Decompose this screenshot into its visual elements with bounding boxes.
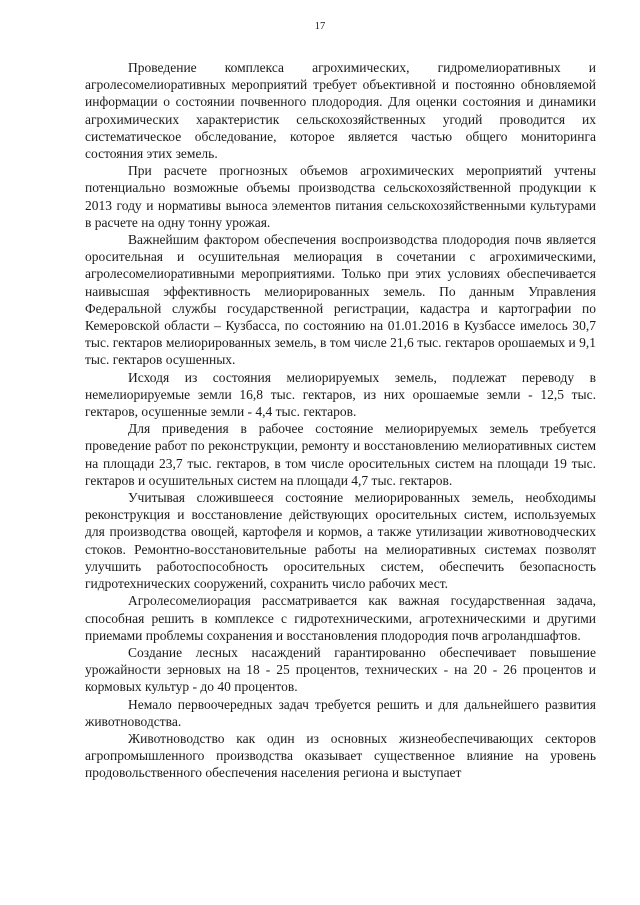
paragraph-land-reclamation: Важнейшим фактором обеспечения воспроизводства плодородия почв является оросительная и осушительная мелиорация в сочетании с агрохимическими, агролесомелиоративными мероприятиями. Только при этих условиях обеспечивается наивысшая эффективность мелиорированных земель. По данным Управления Федеральной службы государственной регистрации, кадастра и картографии по Кемеровской области – Кузбасса, по состоянию на 01.01.2016 в Кузбассе имелось 30,7 тыс. гектаров мелиорированных земель, в том числе 21,6 тыс. гектаров орошаемых и 9,1 тыс. гектаров осушенных.	[85, 232, 596, 368]
paragraph-forecast-volumes: При расчете прогнозных объемов агрохимических мероприятий учтены потенциально возможные объемы производства сельскохозяйственной продукции к 2013 году и нормативы выноса элементов питания сельскохозяйственными культурами в расчете на одну тонну урожая.	[85, 163, 596, 230]
paragraph-agroforestry: Агролесомелиорация рассматривается как важная государственная задача, способная решить в комплексе с гидротехническими, агротехническими и другими приемами проблемы сохранения и восстановления плодородия почв агроландшафтов.	[85, 593, 596, 643]
paragraph-soil-monitoring: Проведение комплекса агрохимических, гидромелиоративных и агролесомелиоративных мероприятий требует объективной и постоянно обновляемой информации о состоянии почвенного плодородия. Для оценки состояния и динамики агрохимических характеристик сельскохозяйственных угодий проводится их систематическое обследование, которое является частью общего мониторинга состояния этих земель.	[85, 60, 596, 162]
paragraph-land-transfer: Исходя из состояния мелиорируемых земель, подлежат переводу в немелиорируемые земли 16,8 тыс. гектаров, из них орошаемые земли - 12,5 тыс. гектаров, осушенные земли - 4,4 тыс. гектаров.	[85, 369, 596, 420]
paragraph-reconstruction-needs: Учитывая сложившееся состояние мелиорированных земель, необходимы реконструкция и восстановление действующих оросительных систем, используемых для производства овощей, картофеля и кормов, а также утилизации животноводческих стоков. Ремонтно-восстановительные работы на мелиоративных системах позволят улучшить работоспособность оросительных систем, обеспечить безопасность гидротехнических сооружений, сохранить число рабочих мест.	[85, 490, 596, 592]
paragraph-forest-plantings: Создание лесных насаждений гарантированно обеспечивает повышение урожайности зерновых на 18 - 25 процентов, технических - на 20 - 26 процентов и кормовых культур - до 40 процентов.	[85, 644, 596, 695]
body-text	[85, 59, 596, 782]
paragraph-livestock-sector: Животноводство как один из основных жизнеобеспечивающих секторов агропромышленного производства оказывает существенное влияние на уровень продовольственного обеспечения населения региона и выступает	[85, 730, 596, 781]
paragraph-restoration-works: Для приведения в рабочее состояние мелиорируемых земель требуется проведение работ по реконструкции, ремонту и восстановлению мелиоративных систем на площади 23,7 тыс. гектаров, в том числе оросительных систем на площади 19 тыс. гектаров и осушительных систем на площади 4,7 тыс. гектаров.	[85, 421, 596, 488]
page-number: 17	[314, 21, 326, 32]
paragraph-livestock-tasks: Немало первоочередных задач требуется решить и для дальнейшего развития животноводства.	[85, 696, 596, 729]
